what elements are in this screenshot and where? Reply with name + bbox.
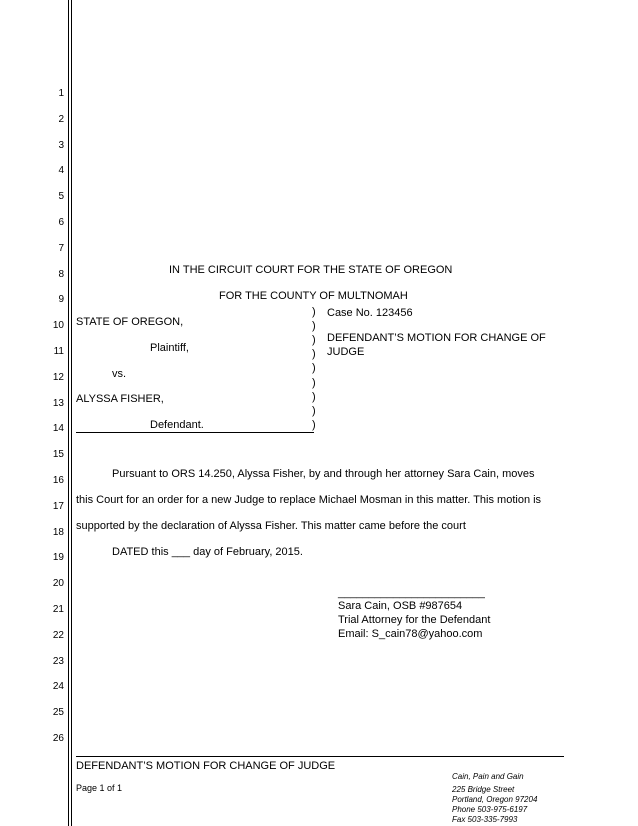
caption-paren: ) [312, 390, 316, 403]
firm-address-city: Portland, Oregon 97204 [452, 795, 538, 804]
caption-underline [76, 432, 314, 433]
footer-divider [76, 756, 564, 757]
caption-paren: ) [312, 376, 316, 389]
caption-paren: ) [312, 334, 316, 347]
footer-firm-block [452, 772, 537, 825]
motion-title-line1: DEFENDANT’S MOTION FOR CHANGE OF [327, 332, 546, 344]
line-number: 17 [52, 500, 64, 512]
left-margin-line-outer [68, 0, 69, 826]
footer-page-number: Page 1 of 1 [76, 783, 123, 793]
line-number: 9 [58, 294, 64, 306]
firm-address-street: 225 Bridge Street [452, 785, 515, 794]
line-number: 11 [53, 346, 64, 357]
signer-email: Email: S_cain78@yahoo.com [338, 628, 483, 640]
caption-paren: ) [312, 348, 316, 361]
caption-paren: ) [312, 418, 316, 431]
court-heading-line2: FOR THE COUNTY OF MULTNOMAH [219, 290, 408, 302]
body-line3: supported by the declaration of Alyssa Fisher. This matter came before the court [76, 520, 466, 532]
line-number: 13 [52, 397, 64, 409]
dated-line: DATED this ___ day of February, 2015. [112, 546, 303, 558]
caption-paren: ) [312, 404, 316, 417]
firm-fax: Fax 503-335-7993 [452, 815, 518, 824]
signature-line: ________________________ [338, 587, 485, 599]
line-number: 21 [52, 604, 64, 615]
line-number: 19 [52, 552, 64, 564]
motion-title-line2: JUDGE [327, 346, 365, 358]
versus-label: vs. [112, 368, 127, 380]
signer-name: Sara Cain, OSB #987654 [338, 600, 463, 612]
line-number: 23 [52, 655, 64, 667]
plaintiff-name: STATE OF OREGON, [76, 316, 184, 328]
line-number: 14 [52, 423, 64, 435]
case-number: Case No. 123456 [327, 307, 413, 319]
line-number: 8 [58, 268, 64, 280]
body-line1: Pursuant to ORS 14.250, Alyssa Fisher, by and through her attorney Sara Cain, moves [112, 468, 535, 480]
court-heading-line1: IN THE CIRCUIT COURT FOR THE STATE OF OREGON [169, 264, 453, 276]
caption-paren: ) [312, 320, 316, 333]
line-number: 4 [58, 165, 64, 177]
line-number: 24 [52, 681, 64, 693]
firm-phone: Phone 503-975-6197 [452, 805, 528, 814]
line-number: 25 [52, 707, 64, 719]
caption-paren: ) [312, 306, 316, 318]
left-margin-line-inner [71, 0, 72, 826]
footer-document-title: DEFENDANT’S MOTION FOR CHANGE OF JUDGE [76, 760, 336, 772]
line-number: 22 [52, 629, 64, 641]
plaintiff-role: Plaintiff, [150, 342, 189, 354]
defendant-role: Defendant. [150, 419, 204, 431]
line-number: 26 [52, 733, 64, 744]
caption-paren: ) [312, 362, 316, 375]
line-number: 10 [52, 320, 64, 332]
line-number: 20 [52, 578, 64, 590]
line-number: 15 [52, 449, 64, 461]
line-number: 7 [58, 242, 64, 254]
line-number: 6 [58, 217, 64, 228]
line-number: 18 [52, 526, 64, 538]
line-number: 5 [58, 191, 64, 203]
line-number: 2 [58, 113, 64, 125]
line-number: 3 [58, 139, 64, 151]
signer-title: Trial Attorney for the Defendant [338, 614, 491, 626]
body-line2: this Court for an order for a new Judge to replace Michael Mosman in this matter. This motion is [76, 494, 542, 506]
line-number: 16 [52, 475, 64, 486]
line-number: 1 [58, 88, 64, 99]
line-number: 12 [52, 371, 64, 383]
firm-name: Cain, Pain and Gain [452, 772, 524, 781]
defendant-name: ALYSSA FISHER, [76, 393, 164, 405]
